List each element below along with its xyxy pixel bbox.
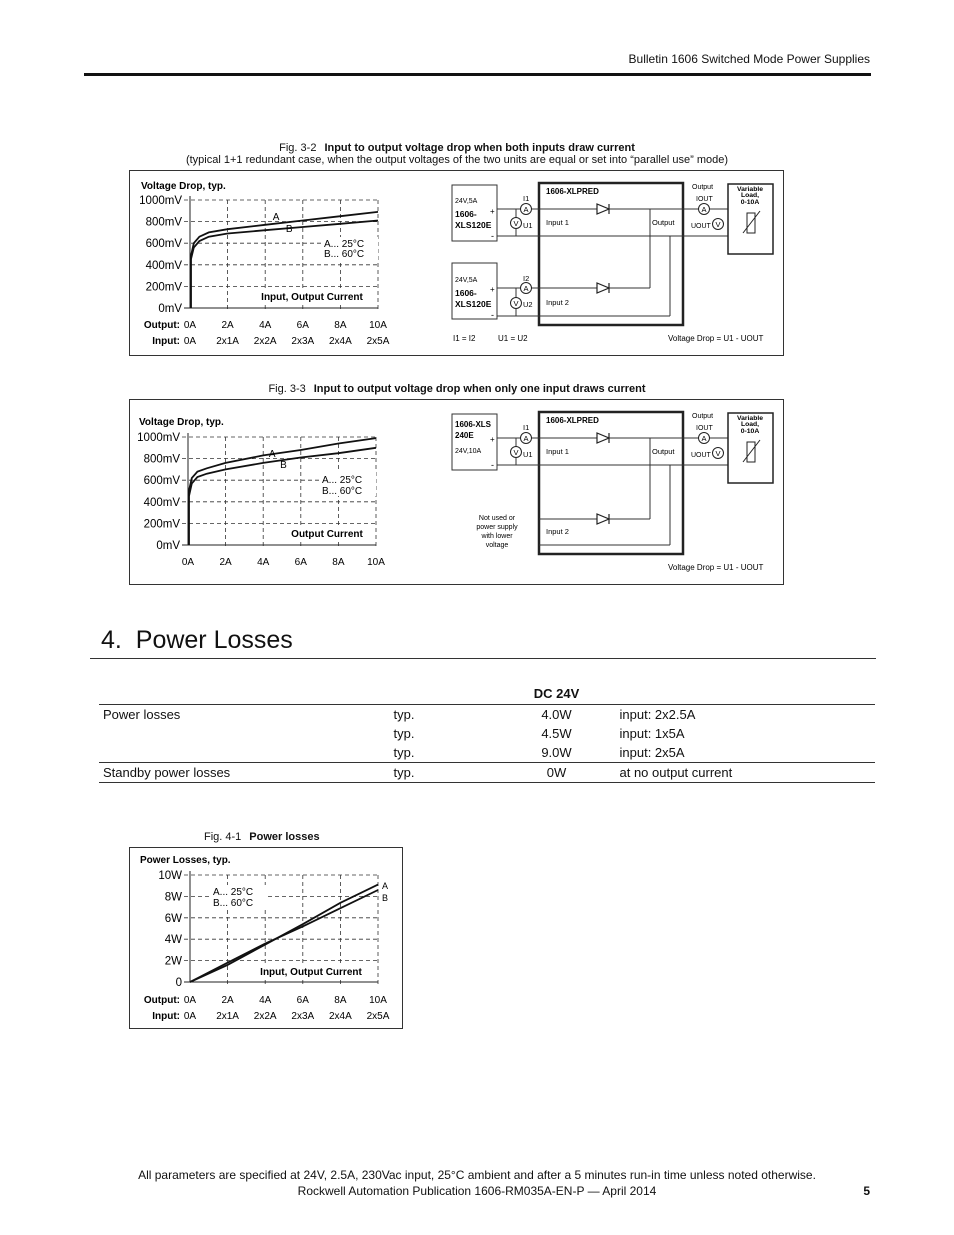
fig32-input1: Input 1	[546, 218, 569, 227]
fig32-xlabel: Input, Output Current	[261, 292, 363, 303]
fig41-title: Power losses	[249, 831, 320, 843]
svg-text:A: A	[701, 205, 707, 214]
section-title: Power Losses	[135, 626, 293, 654]
table-kind: typ.	[390, 763, 498, 783]
svg-text:U1: U1	[523, 450, 533, 459]
y-tick-label: 8W	[164, 891, 182, 904]
fig33-load-l2: Load,	[740, 421, 760, 428]
x-tick-label: 8A	[332, 557, 345, 568]
fig41-x-ticks	[184, 995, 390, 1022]
x-tick-label: 2A	[221, 995, 234, 1006]
table-head-empty-2	[390, 683, 498, 705]
fig33-input1: Input 1	[546, 447, 569, 456]
table-kind: typ.	[393, 726, 415, 741]
x-tick-label: 10A	[369, 995, 387, 1006]
x-tick-label-input: 2x4A	[329, 336, 352, 347]
x-tick-label-input: 2x4A	[329, 1011, 352, 1022]
power-losses-table	[99, 683, 875, 783]
svg-text:U2: U2	[523, 300, 533, 309]
y-tick-label: 1000mV	[137, 432, 180, 444]
x-tick-label-input: 2x3A	[291, 336, 315, 347]
fig32-unit1-model1: 1606-	[455, 209, 477, 219]
table-cond: input: 2x2.5A	[616, 705, 876, 725]
x-tick-label-input: 2x1A	[216, 336, 239, 347]
fig33-note-l4: voltage	[485, 542, 509, 549]
table-row	[99, 705, 875, 725]
fig33-box	[129, 399, 784, 585]
fig33-xlabel: Output Current	[291, 529, 363, 540]
fig33-number: Fig. 3-3	[268, 383, 306, 395]
table-header-row	[99, 683, 875, 705]
fig41-chart	[130, 848, 402, 1028]
fig33-legend-b: B... 60°C	[322, 486, 363, 497]
x-tick-label: 8A	[334, 995, 347, 1006]
fig33-chart	[130, 400, 783, 584]
fig33-title: Input to output voltage drop when only one input draws current	[313, 383, 646, 395]
y-tick-label: 200mV	[143, 518, 180, 531]
x-tick-label-input: 2x2A	[253, 336, 277, 347]
fig32-unit2-rating: 24V,5A	[455, 277, 478, 284]
x-tick-label: 0A	[181, 557, 195, 568]
fig32-chart	[130, 171, 783, 355]
y-tick-label: 800mV	[145, 216, 182, 229]
x-tick-label: 6A	[296, 320, 309, 331]
fig41-box	[129, 847, 403, 1029]
fig32-y-ticks	[139, 195, 182, 315]
y-tick-label: 1000mV	[139, 195, 182, 207]
svg-text:I1: I1	[523, 423, 530, 432]
svg-text:-: -	[491, 310, 494, 320]
fig32-load-l2: Load,	[740, 192, 760, 199]
fig32-number: Fig. 3-2	[279, 142, 317, 154]
x-tick-label: 6A	[296, 995, 309, 1006]
x-tick-label: 0A	[183, 995, 197, 1006]
series-label-b: B	[280, 460, 287, 471]
x-tick-label: 2A	[219, 557, 232, 568]
fig32-unit2-model1: 1606-	[455, 288, 477, 298]
bulletin-header: Bulletin 1606 Switched Mode Power Supplies	[628, 52, 870, 66]
fig33-y-ticks	[137, 432, 180, 552]
table-cond: input: 1x5A	[619, 726, 685, 741]
y-tick-label: 400mV	[145, 259, 182, 272]
svg-text:V: V	[715, 220, 721, 229]
x-tick-label: 2A	[221, 320, 234, 331]
table-head-empty-1	[99, 683, 390, 705]
series-label-a: A	[268, 449, 276, 460]
fig41-input-label: Input:	[152, 1011, 180, 1022]
table-param: Standby power losses	[99, 763, 390, 783]
svg-text:V: V	[715, 449, 721, 458]
fig32-module-name: 1606-XLPRED	[546, 187, 599, 196]
fig32-output: Output	[652, 218, 675, 227]
fig32-load-l3: 0-10A	[740, 199, 760, 206]
x-tick-label-input: 2x5A	[366, 336, 390, 347]
section-heading	[101, 626, 293, 655]
fig33-schematic	[452, 412, 773, 572]
fig41-legend-a: A... 25°C	[213, 887, 254, 898]
fig32-input-label: Input:	[152, 336, 180, 347]
fig32-out-label: Output	[692, 184, 714, 191]
fig32-cond1: I1 = I2	[453, 334, 476, 343]
x-tick-label: 10A	[369, 320, 387, 331]
x-tick-label-input: 2x5A	[366, 1011, 390, 1022]
y-tick-label: 0mV	[156, 540, 180, 552]
y-tick-label: 600mV	[143, 475, 180, 488]
svg-text:+: +	[490, 285, 495, 294]
fig32-load-l1: Variable	[736, 186, 764, 193]
fig33-x-ticks	[182, 557, 385, 568]
series-label-b: B	[285, 224, 293, 235]
y-tick-label: 10W	[158, 870, 182, 882]
table-head-empty-3	[616, 683, 876, 705]
y-tick-label: 2W	[164, 955, 182, 968]
y-tick-label: 6W	[164, 912, 182, 925]
svg-text:UOUT: UOUT	[691, 223, 711, 230]
fig32-chart-title: Voltage Drop, typ.	[141, 181, 226, 192]
x-tick-label: 4A	[257, 557, 270, 568]
svg-text:-: -	[491, 231, 494, 241]
page-number: 5	[863, 1184, 870, 1198]
table-value: 0W	[498, 763, 616, 783]
series-label-b: B	[382, 893, 389, 903]
svg-text:IOUT: IOUT	[696, 425, 713, 432]
table-value: 4.5W	[541, 726, 572, 741]
table-col-head: DC 24V	[533, 686, 580, 701]
svg-text:IOUT: IOUT	[696, 196, 713, 203]
fig41-xlabel: Input, Output Current	[260, 967, 362, 978]
y-tick-label: 4W	[164, 934, 182, 947]
svg-text:-: -	[491, 460, 494, 470]
fig32-input2: Input 2	[546, 298, 569, 307]
header-rule	[84, 73, 871, 76]
svg-text:A: A	[523, 205, 529, 214]
fig41-y-ticks	[158, 870, 182, 989]
fig32-x-ticks	[184, 320, 390, 347]
y-tick-label: 800mV	[143, 453, 180, 466]
fig33-chart-title: Voltage Drop, typ.	[139, 417, 224, 428]
fig41-legend-b: B... 60°C	[213, 898, 254, 909]
fig41-chart-title: Power Losses, typ.	[140, 855, 231, 866]
x-tick-label: 4A	[259, 320, 272, 331]
fig33-note-l1: Not used or	[478, 515, 516, 522]
y-tick-label: 200mV	[145, 281, 182, 294]
fig33-note-l2: power supply	[476, 524, 518, 531]
fig32-legend-b: B... 60°C	[324, 249, 365, 260]
x-tick-label: 8A	[334, 320, 347, 331]
series-label-a: A	[272, 212, 280, 223]
y-tick-label: 0	[175, 977, 182, 989]
series-label-a: A	[382, 881, 389, 891]
x-tick-label: 0A	[183, 320, 197, 331]
table-param	[99, 724, 390, 743]
section-rule	[90, 658, 876, 659]
fig33-out-label: Output	[692, 413, 714, 420]
y-tick-label: 0mV	[158, 303, 182, 315]
x-tick-label-input: 2x2A	[253, 1011, 277, 1022]
table-param: Power losses	[99, 705, 390, 725]
table-row	[99, 763, 875, 783]
table-value: 4.0W	[498, 705, 616, 725]
fig33-load-l1: Variable	[736, 415, 764, 422]
x-tick-label-input: 2x3A	[291, 1011, 315, 1022]
fig41-output-label: Output:	[143, 995, 180, 1006]
fig32-legend-a: A... 25°C	[324, 239, 365, 250]
table-kind: typ.	[390, 705, 498, 725]
fig33-legend-a: A... 25°C	[322, 475, 363, 486]
svg-text:A: A	[523, 434, 529, 443]
table-param	[99, 743, 390, 763]
x-tick-label: 4A	[259, 995, 272, 1006]
fig41-caption	[204, 831, 320, 843]
svg-text:V: V	[513, 299, 519, 308]
y-tick-label: 400mV	[143, 496, 180, 509]
svg-text:U1: U1	[523, 221, 533, 230]
fig32-unit1-model2: XLS120E	[455, 220, 492, 230]
fig33-caption	[130, 383, 784, 395]
x-tick-label-input: 2x1A	[216, 1011, 239, 1022]
fig33-unit1-model1: 1606-XLS	[455, 420, 492, 429]
fig32-output-label: Output:	[143, 320, 180, 331]
fig32-box	[129, 170, 784, 356]
svg-text:V: V	[513, 219, 519, 228]
fig33-load-l3: 0-10A	[740, 428, 760, 435]
svg-text:A: A	[523, 284, 529, 293]
svg-text:+: +	[490, 207, 495, 216]
fig32-title: Input to output voltage drop when both inputs draw current	[324, 142, 635, 154]
fig32-schematic	[452, 183, 773, 343]
fig33-formula: Voltage Drop = U1 - UOUT	[668, 563, 764, 572]
svg-text:UOUT: UOUT	[691, 452, 711, 459]
y-tick-label: 600mV	[145, 238, 182, 251]
fig33-output: Output	[652, 447, 675, 456]
footer-note: All parameters are specified at 24V, 2.5A, 230Vac input, 25°C ambient and after a 5 minutes run-in time unless noted otherwise.	[138, 1168, 816, 1182]
x-tick-label: 6A	[294, 557, 307, 568]
svg-text:V: V	[513, 448, 519, 457]
svg-text:I2: I2	[523, 274, 530, 283]
fig41-number: Fig. 4-1	[204, 831, 242, 843]
fig32-subtitle: (typical 1+1 redundant case, when the output voltages of the two units are equal or set into “parallel use” mode)	[185, 154, 729, 166]
x-tick-label: 10A	[367, 557, 385, 568]
fig32-unit2-model2: XLS120E	[455, 299, 492, 309]
svg-text:I1: I1	[523, 194, 530, 203]
fig32-caption	[130, 142, 784, 166]
fig33-unit1-model2: 240E	[455, 431, 474, 440]
svg-text:+: +	[490, 435, 495, 444]
fig32-formula: Voltage Drop = U1 - UOUT	[668, 334, 764, 343]
x-tick-label-input: 0A	[183, 1011, 197, 1022]
table-cond: at no output current	[616, 763, 876, 783]
section-number: 4.	[101, 626, 122, 654]
table-kind: typ.	[393, 745, 415, 760]
fig33-unit1-rating: 24V,10A	[455, 448, 482, 455]
x-tick-label-input: 0A	[183, 336, 197, 347]
table-cond: input: 2x5A	[619, 745, 685, 760]
fig32-cond2: U1 = U2	[498, 334, 528, 343]
table-row	[99, 743, 875, 763]
fig33-input2: Input 2	[546, 527, 569, 536]
footer-publication: Rockwell Automation Publication 1606-RM035A-EN-P — April 2014	[297, 1184, 657, 1198]
fig32-unit1-rating: 24V,5A	[455, 198, 478, 205]
fig33-note-l3: with lower	[481, 533, 513, 540]
table-row	[99, 724, 875, 743]
svg-text:A: A	[701, 434, 707, 443]
table-value: 9.0W	[541, 745, 572, 760]
fig33-module-name: 1606-XLPRED	[546, 416, 599, 425]
